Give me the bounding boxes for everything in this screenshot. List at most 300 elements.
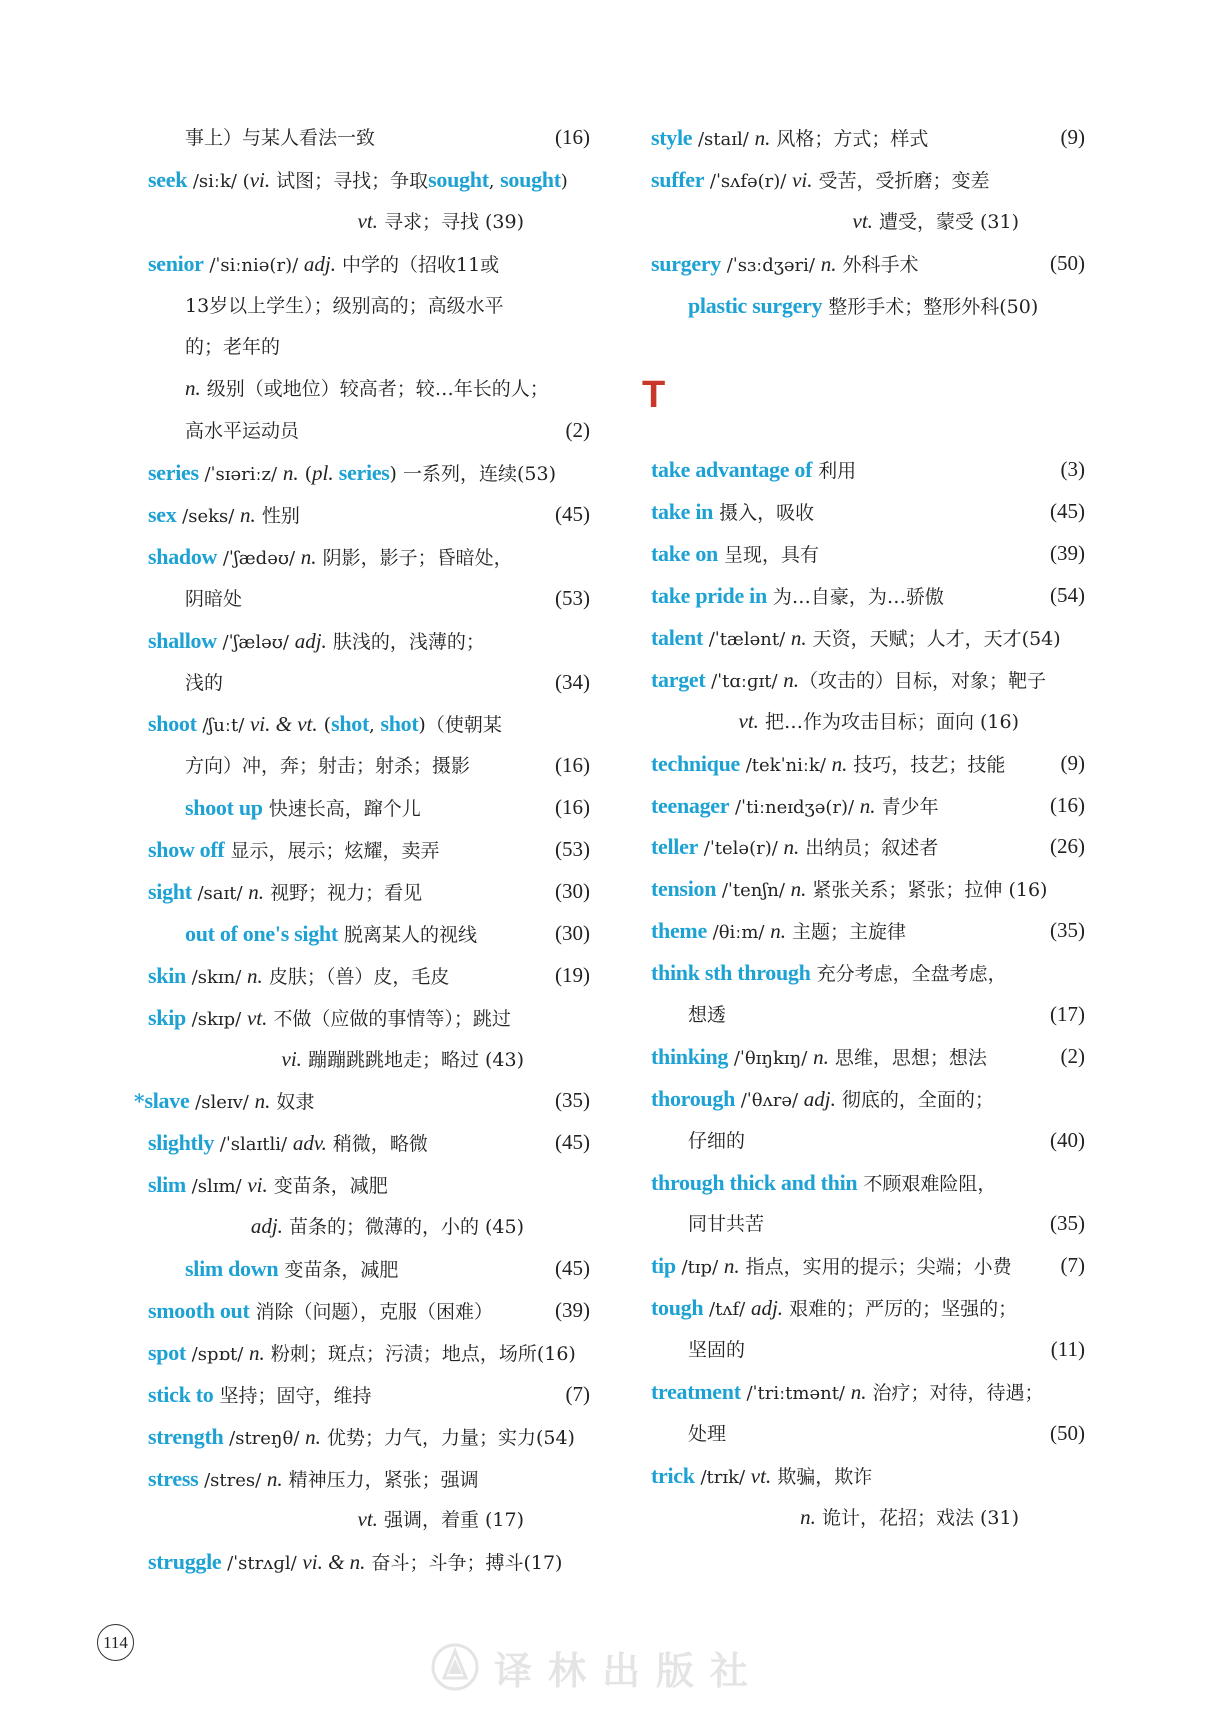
definition: 技巧，技艺；技能 (847, 753, 1006, 776)
headword: series (148, 460, 199, 486)
entry-line (148, 1416, 590, 1458)
definition: 奋斗；斗争；搏斗(17) (365, 1552, 563, 1575)
part-of-speech: n. (266, 1466, 283, 1491)
entry-line (651, 743, 1085, 785)
unit-ref: (53) (555, 837, 590, 862)
entry-line (148, 662, 590, 704)
part-of-speech: adj. (750, 1296, 784, 1321)
section-heading-t: T (642, 374, 666, 416)
phonetic: /streŋθ/ (223, 1427, 306, 1449)
definition: 苗条的；微薄的，小的 (45) (282, 1216, 524, 1239)
entry-line (148, 1374, 590, 1416)
definition: 出纳员；叙述者 (799, 837, 939, 860)
headword-form: series (333, 460, 390, 486)
headword: talent (651, 625, 703, 651)
definition: 坚持；固守，维持 (213, 1384, 372, 1407)
headword: trick (651, 1462, 695, 1488)
definition: 不做（应做的事情等）；跳过 (267, 1007, 511, 1030)
definition: 同甘共苦 (688, 1213, 765, 1236)
definition: 高水平运动员 (185, 420, 300, 443)
part-of-speech: vi. (281, 1046, 302, 1071)
headword: tough (651, 1295, 704, 1321)
definition: 不顾艰难险阻， (857, 1172, 997, 1195)
phonetic: /trɪk/ (694, 1466, 751, 1488)
part-of-speech: n. (831, 751, 848, 776)
part-of-speech: n. (254, 1089, 271, 1114)
part-of-speech: vt. (738, 708, 759, 733)
part-of-speech: vi. (249, 167, 271, 192)
unit-ref: (9) (1060, 750, 1085, 775)
unit-ref: (45) (555, 1256, 590, 1281)
unit-ref: (16) (555, 795, 590, 820)
entry-line (651, 826, 1085, 868)
headword: sex (148, 502, 177, 528)
phonetic: /ˈstrʌɡl/ (221, 1553, 303, 1575)
headword: sight (148, 879, 192, 905)
headword: out of one's sight (185, 920, 338, 946)
entry-line (148, 1122, 590, 1164)
headword: tip (651, 1253, 676, 1279)
definition: 肤浅的，浅薄的； (326, 630, 485, 653)
entry-line (148, 201, 590, 243)
phonetic: /skɪn/ (185, 966, 248, 988)
headword: thorough (651, 1085, 735, 1111)
entry-line (651, 617, 1085, 659)
entry-line (651, 1287, 1085, 1329)
entry-line (148, 1248, 590, 1290)
phonetic: /tekˈniːk/ (739, 754, 832, 776)
definition: 稍微，略微 (326, 1133, 428, 1156)
entry-line (651, 1455, 1085, 1497)
definition: 充分考虑，全盘考虑， (810, 963, 1007, 986)
part-of-speech: vt. (357, 1507, 378, 1532)
phonetic: /ˈsɜːdʒəri/ (721, 254, 821, 276)
entry-line (651, 785, 1085, 827)
phonetic: /slɪm/ (185, 1176, 248, 1198)
definition: 仔细的 (688, 1129, 746, 1152)
entry-line (651, 243, 1085, 285)
part-of-speech: n. (185, 376, 201, 401)
unit-ref: (30) (555, 879, 590, 904)
part-of-speech: n. (813, 1044, 829, 1069)
part-of-speech: vt. (750, 1463, 772, 1488)
headword: take on (651, 541, 718, 567)
definition: 阴暗处 (185, 587, 243, 610)
unit-ref: (45) (555, 502, 590, 527)
headword: thinking (651, 1043, 729, 1069)
unit-ref: (35) (555, 1088, 590, 1113)
entry-line (148, 1332, 590, 1374)
phonetic: /θiːm/ (706, 922, 771, 944)
unit-ref: (16) (555, 753, 590, 778)
entry-line (148, 703, 590, 745)
definition: 诡计，花招；戏法 (31) (815, 1506, 1019, 1529)
unit-ref: (35) (1050, 918, 1085, 943)
headword: shoot (148, 711, 197, 737)
unit-ref: (39) (555, 1297, 590, 1322)
definition: ( (298, 463, 313, 486)
part-of-speech: n. (247, 963, 263, 988)
entry-line (148, 285, 590, 327)
entry-line (148, 452, 590, 494)
definition: 消除（问题），克服（困难） (249, 1300, 494, 1323)
headword: spot (148, 1339, 186, 1365)
entry-line (651, 701, 1085, 743)
entry-line (148, 326, 590, 368)
definition: 天资，天赋；人才，天才(54) (806, 628, 1061, 651)
entry-line (651, 1371, 1085, 1413)
entry-line (148, 1164, 590, 1206)
part-of-speech: n. (282, 461, 299, 486)
definition: 紧张关系；紧张；拉伸 (16) (806, 879, 1048, 902)
unit-ref: (2) (1060, 1043, 1085, 1068)
headword: style (651, 125, 693, 150)
t-entries (651, 449, 1085, 1538)
part-of-speech: adj. (250, 1214, 283, 1239)
headword: teller (651, 834, 699, 860)
headword: show off (148, 837, 225, 863)
definition: 思维，思想；想法 (828, 1046, 987, 1069)
entry-line (148, 494, 590, 536)
entry-line (651, 1413, 1085, 1455)
part-of-speech: n. (770, 919, 786, 944)
headword: skin (148, 962, 186, 988)
entry-line (651, 159, 1085, 201)
unit-ref: (54) (1050, 583, 1085, 608)
headword: stress (148, 1465, 199, 1491)
unit-ref: (17) (1050, 1002, 1085, 1027)
headword: think sth through (651, 960, 811, 986)
phonetic: ) (560, 170, 568, 192)
definition: 视野；视力；看见 (264, 882, 423, 905)
entry-line (148, 410, 590, 452)
definition: 外科手术 (836, 253, 919, 276)
definition: 阴影，影子；昏暗处， (316, 546, 513, 569)
definition: 处理 (688, 1422, 727, 1445)
glossary-right-column (651, 117, 1085, 1539)
part-of-speech: n. (754, 126, 771, 150)
entry-line (148, 829, 590, 871)
headword: slave (144, 1088, 190, 1114)
entry-line (148, 368, 590, 410)
phonetic: /ˈʃæləʊ/ (216, 631, 295, 653)
glossary-left-column (134, 117, 590, 1583)
phonetic: /saɪt/ (191, 883, 249, 905)
part-of-speech: adj. (294, 628, 327, 653)
phonetic: /ˈtenʃn/ (716, 880, 791, 902)
entry-line (651, 1329, 1085, 1371)
unit-ref: (19) (555, 962, 590, 987)
phonetic: /ˈtriːtmənt/ (740, 1383, 851, 1405)
headword-form: shot (331, 711, 370, 737)
entry-line (148, 1290, 590, 1332)
unit-ref: (11) (1050, 1337, 1085, 1362)
phonetic: /ˈtelə(r)/ (698, 838, 784, 860)
entry-line (148, 578, 590, 620)
unit-ref: (50) (1050, 250, 1085, 275)
part-of-speech: n. (783, 835, 800, 860)
unit-ref: (7) (565, 1381, 590, 1406)
part-of-speech: vi. (247, 1173, 268, 1198)
entry-line (651, 1078, 1085, 1120)
headword: teenager (651, 792, 730, 818)
definition: 粉刺；斑点；污渍；地点，场所(16) (264, 1342, 576, 1365)
publisher-watermark (430, 1642, 764, 1692)
part-of-speech: vt. (357, 208, 378, 233)
entry-line (148, 787, 590, 829)
watermark-text: 译林出版社 (494, 1647, 765, 1693)
headword: surgery (651, 250, 721, 276)
unit-ref: (9) (1060, 125, 1085, 149)
part-of-speech: n. (249, 1340, 265, 1365)
definition: 艰难的；严厉的；坚强的； (783, 1298, 1018, 1321)
definition: 欺骗，欺诈 (771, 1465, 873, 1488)
definition: 事上）与某人看法一致 (185, 127, 376, 149)
definition: 皮肤；（兽）皮，毛皮 (262, 965, 450, 988)
part-of-speech: n. (300, 544, 317, 569)
headword: plastic surgery (688, 292, 823, 318)
part-of-speech: n. (820, 251, 837, 276)
entry-line (651, 491, 1085, 533)
headword: seek (148, 166, 188, 192)
definition: ) 一系列，连续(53) (389, 463, 557, 486)
entry-line (148, 913, 590, 955)
headword: slim down (185, 1256, 279, 1282)
definition: 为…自豪，为…骄傲 (766, 586, 944, 609)
definition: 治疗；对待，待遇； (866, 1382, 1044, 1405)
phonetic: /staɪl/ (692, 129, 755, 150)
phonetic: /siːk/ ( (187, 170, 250, 192)
entry-line (651, 659, 1085, 701)
entry-line (148, 117, 590, 159)
definition: 精神压力，紧张；强调 (282, 1468, 479, 1491)
entry-line (651, 994, 1085, 1036)
definition: 13岁以上学生）；级别高的；高级水平 (185, 294, 504, 317)
headword: theme (651, 918, 707, 944)
page-number: 114 (97, 1624, 134, 1661)
unit-ref: (7) (1060, 1253, 1085, 1278)
definition: 显示，展示；炫耀，卖弄 (224, 840, 440, 863)
unit-ref: (53) (555, 585, 590, 610)
phonetic: /ˈʃædəʊ/ (217, 547, 301, 569)
entry-line (148, 745, 590, 787)
unit-ref: (3) (1060, 457, 1085, 482)
part-of-speech: n. (859, 793, 876, 818)
unit-ref: (30) (555, 920, 590, 945)
headword: through thick and thin (651, 1169, 858, 1195)
headword: tension (651, 876, 717, 902)
definition: 脱离某人的视线 (337, 923, 477, 946)
phonetic: /ˈtælənt/ (702, 629, 791, 651)
definition: 强调，着重 (17) (377, 1509, 524, 1532)
entry-line (148, 620, 590, 662)
part-of-speech: vi. & n. (302, 1550, 366, 1575)
part-of-speech: vi. & vt. (249, 712, 318, 737)
unit-ref: (39) (1050, 541, 1085, 566)
definition: 风格；方式；样式 (770, 128, 929, 150)
entry-line (651, 1497, 1085, 1539)
phonetic: /ˈtɑːɡɪt/ (705, 670, 784, 692)
unit-ref: (45) (1050, 499, 1085, 524)
unit-ref: (40) (1050, 1127, 1085, 1152)
definition: 青少年 (875, 795, 939, 818)
entry-line (651, 1162, 1085, 1204)
entry-line (651, 533, 1085, 575)
phonetic: /ˈsiːniə(r)/ (203, 254, 304, 276)
definition: 坚固的 (688, 1339, 746, 1362)
phonetic: /sleɪv/ (189, 1092, 255, 1114)
publisher-logo-icon (430, 1642, 480, 1692)
phonetic: /ˈθʌrə/ (735, 1089, 804, 1111)
part-of-speech: vi. (792, 167, 813, 192)
unit-ref: (45) (555, 1130, 590, 1155)
entry-line (651, 1203, 1085, 1245)
headword-form: sought (500, 166, 561, 192)
definition: )（使朝某 (418, 714, 502, 737)
definition: 寻求；寻找 (39) (377, 210, 524, 233)
entry-line (148, 955, 590, 997)
headword: smooth out (148, 1297, 250, 1323)
part-of-speech: n. (305, 1424, 321, 1449)
definition: 蹦蹦跳跳地走；略过 (43) (301, 1048, 524, 1071)
headword-form: shot (380, 711, 419, 737)
definition: 性别 (255, 505, 300, 528)
part-of-speech: pl. (312, 461, 334, 486)
entry-line (148, 159, 590, 201)
unit-ref: (35) (1050, 1211, 1085, 1236)
part-of-speech: n. (783, 667, 799, 692)
headword: skip (148, 1004, 186, 1030)
definition: 奴隶 (270, 1091, 315, 1114)
part-of-speech: n. (850, 1380, 867, 1405)
definition: 中学的（招收11或 (335, 253, 500, 276)
entry-line (651, 1245, 1085, 1287)
entry-line (651, 201, 1085, 243)
headword: stick to (148, 1381, 214, 1407)
entry-line (148, 1039, 590, 1081)
entry-marker: * (134, 1089, 145, 1114)
definition: ( (317, 714, 332, 737)
phonetic: /tʌf/ (703, 1299, 751, 1321)
headword: technique (651, 750, 740, 776)
definition: 试图；寻找；争取 (270, 169, 429, 192)
definition: 把…作为攻击目标；面向 (16) (758, 710, 1019, 733)
headword: take advantage of (651, 457, 813, 483)
part-of-speech: n. (790, 877, 807, 902)
definition: 摄入，吸收 (713, 502, 815, 525)
headword: take in (651, 499, 714, 525)
entry-line (148, 871, 590, 913)
entry-line (651, 449, 1085, 491)
entry-line (134, 1080, 590, 1122)
definition: 主题；主旋律 (785, 921, 907, 944)
part-of-speech: n. (248, 880, 265, 905)
entry-line (148, 536, 590, 578)
definition: 级别（或地位）较高者；较…年长的人； (200, 378, 549, 401)
entry-line (651, 952, 1085, 994)
definition: 彻底的，全面的； (835, 1088, 994, 1111)
entry-line (651, 1036, 1085, 1078)
headword: suffer (651, 166, 705, 192)
definition: 优势；力气，力量；实力(54) (320, 1426, 575, 1449)
definition: 快速长高，蹿个儿 (262, 798, 421, 821)
part-of-speech: n. (790, 626, 807, 651)
entry-line (148, 1206, 590, 1248)
entry-line (148, 1499, 590, 1541)
unit-ref: (16) (555, 125, 590, 149)
part-of-speech: n. (240, 503, 256, 528)
definition: 呈现，具有 (717, 544, 820, 567)
unit-ref: (16) (1050, 792, 1085, 817)
phonetic: /spɒt/ (185, 1343, 250, 1365)
part-of-speech: n. (723, 1254, 740, 1279)
phonetic: /tɪp/ (675, 1257, 724, 1279)
definition: 整形手术；整形外科(50) (822, 295, 1039, 318)
definition: 指点，实用的提示；尖端；小费 (739, 1256, 1012, 1279)
entry-line (651, 1120, 1085, 1162)
part-of-speech: adj. (803, 1086, 836, 1111)
headword: shadow (148, 543, 218, 569)
unit-ref: (34) (555, 669, 590, 694)
entry-line (651, 117, 1085, 159)
part-of-speech: vt. (852, 208, 873, 233)
part-of-speech: n. (800, 1504, 816, 1529)
entry-line (148, 243, 590, 285)
headword: target (651, 666, 706, 692)
phonetic: /ʃuːt/ (196, 715, 250, 737)
phonetic: /seks/ (176, 506, 241, 528)
part-of-speech: adj. (303, 251, 336, 276)
definition: 受苦，受折磨；变差 (812, 169, 990, 192)
part-of-speech: vt. (246, 1005, 268, 1030)
headword: strength (148, 1423, 224, 1449)
phonetic: /ˈtiːneɪdʒə(r)/ (729, 796, 860, 818)
s-entries-continued (651, 117, 1085, 326)
headword: take pride in (651, 583, 767, 609)
definition: 想透 (688, 1004, 727, 1027)
entry-line (651, 285, 1085, 327)
headword: slightly (148, 1130, 215, 1156)
phonetic: /ˈθɪŋkɪŋ/ (728, 1047, 814, 1069)
entry-line (148, 1458, 590, 1500)
definition: （攻击的）目标，对象；靶子 (799, 669, 1047, 692)
headword: struggle (148, 1549, 222, 1575)
unit-ref: (2) (565, 418, 590, 443)
headword: senior (148, 250, 204, 276)
entry-line (651, 575, 1085, 617)
headword-form: sought (428, 166, 489, 192)
phonetic: /ˈsʌfə(r)/ (704, 170, 793, 192)
definition: 方向）冲，奔；射击；射杀；摄影 (185, 755, 471, 778)
phonetic: , (369, 715, 381, 737)
entry-line (148, 997, 590, 1039)
headword: shallow (148, 627, 217, 653)
phonetic: /ˈslaɪtli/ (214, 1134, 293, 1156)
headword: treatment (651, 1379, 741, 1405)
definition: 遭受，蒙受 (31) (872, 210, 1019, 233)
definition: 利用 (812, 460, 857, 483)
definition: 变苗条，减肥 (278, 1259, 399, 1282)
unit-ref: (26) (1050, 834, 1085, 859)
part-of-speech: adv. (292, 1131, 327, 1156)
unit-ref: (50) (1050, 1420, 1085, 1445)
phonetic: /stres/ (198, 1469, 267, 1491)
entry-line (148, 1541, 590, 1583)
phonetic: /skɪp/ (185, 1008, 247, 1030)
entry-line (651, 910, 1085, 952)
headword: slim (148, 1172, 186, 1198)
definition: 的；老年的 (185, 336, 281, 359)
